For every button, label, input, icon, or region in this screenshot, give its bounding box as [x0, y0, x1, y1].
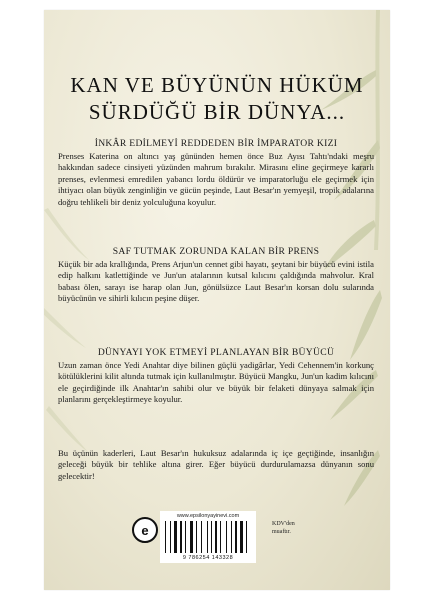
publisher-logo-icon	[132, 517, 158, 543]
section-sorcerer	[58, 347, 374, 406]
section-closing	[58, 448, 374, 482]
isbn-number: 9 786254 143328	[182, 555, 234, 561]
cover-headline	[44, 72, 390, 126]
section-text: Küçük bir ada krallığında, Prens Arjun'un cennet gibi hayatı, şeytani bir büyücü evini istila edip halkını katlettiğinde ve Jun'un atalarının kutsal kılıcını çaldığında mahvolur. Kral babası ölen, sarayı ise harap olan Jun, gönülsüzce Laut Besar'ın korsan dolu sularında büyücünün ve sihirli kılıcın peşine düşer.	[58, 259, 374, 304]
bamboo-leaves-left-decoration	[44, 190, 94, 490]
headline-line-1: KAN VE BÜYÜNÜN HÜKÜM	[70, 73, 364, 97]
section-text: Uzun zaman önce Yedi Anahtar diye bilinen güçlü yadigârlar, Yedi Cehennem'in korkunç kötülüklerini kilit altında tutmak için kullanılmıştır. Büyücü Mangku, Jun'un kadim kılıcını ele geçirdiğinde ilk Anahtar'ın sahibi olur ve büyük bir felaketi dünyaya salmak için planlarını gerçekleştirmeye koyulur.	[58, 360, 374, 405]
headline-line-2: SÜRDÜĞÜ BİR DÜNYA...	[88, 100, 346, 124]
tax-note-line-1: KDV'den	[272, 521, 295, 527]
section-prince	[58, 246, 374, 305]
closing-text: Bu üçünün kaderleri, Laut Besar'ın hukuksuz adalarında iç içe geçtiğinde, insanlığın geleceği büyük bir tehlike altına girer. Eğer büyücü durdurulamazsa dünyanın sonu gelecektir!	[58, 448, 374, 481]
book-back-cover	[44, 10, 390, 590]
barcode-block	[160, 511, 256, 563]
section-heading: SAF TUTMAK ZORUNDA KALAN BİR PRENS	[112, 246, 320, 257]
tax-note-line-2: muaftır.	[272, 529, 291, 535]
section-text: Prenses Katerina on altıncı yaş gününden hemen önce Buz Ayısı Tahtı'ndaki meşru hakkından sadece cinsiyeti yüzünden mahrum bırakılır. Mirasını eline geçirmeye kararlı prenses, evlenmesi emredilen yabancı lordu öldürür ve imparatorluğu ele geçirmek için ihtiyacı olan büyük zenginliğin ve gücün peşinde, Laut Besar'ın yemyeşil, tropik adalarına doğru tehlikeli bir deniz yolculuğuna koyulur.	[58, 151, 374, 207]
section-heading: DÜNYAYI YOK ETMEYİ PLANLAYAN BİR BÜYÜCÜ	[97, 347, 335, 358]
logo-letter: e	[141, 522, 149, 538]
tax-note	[272, 520, 295, 536]
section-princess	[58, 138, 374, 208]
barcode-icon	[165, 521, 251, 553]
publisher-website: www.epsilonyayinevi.com	[176, 513, 240, 519]
section-heading: İNKÂR EDİLMEYİ REDDEDEN BİR İMPARATOR KIZI	[94, 138, 338, 149]
